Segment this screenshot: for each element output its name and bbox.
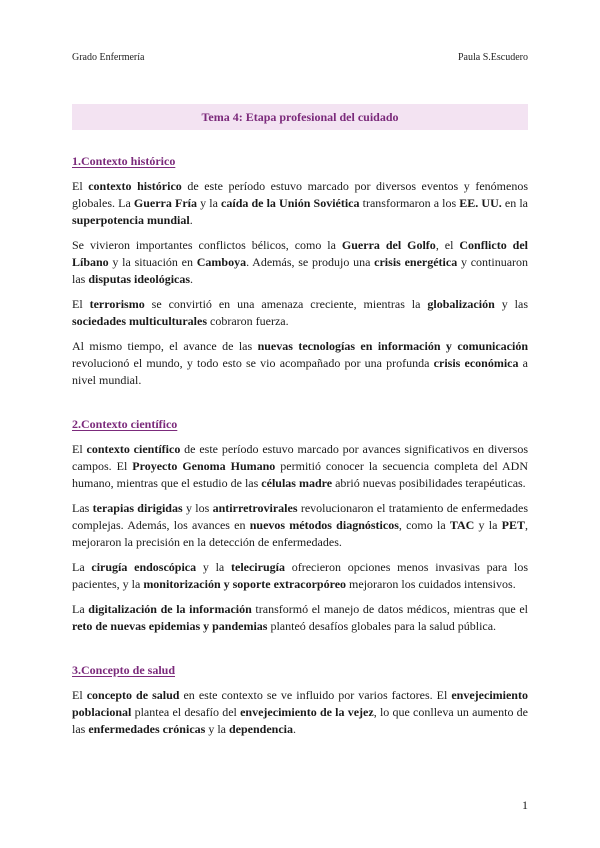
bold-term: terrorismo bbox=[89, 297, 145, 311]
body-paragraph bbox=[72, 601, 528, 635]
text-run: cobraron fuerza. bbox=[207, 314, 289, 328]
text-run: en este contexto se ve influido por varios factores. El bbox=[179, 688, 452, 702]
bold-term: telecirugía bbox=[231, 560, 285, 574]
header-right: Paula S.Escudero bbox=[458, 52, 528, 63]
bold-term: enfermedades crónicas bbox=[88, 722, 206, 736]
body-paragraph bbox=[72, 338, 528, 389]
text-run: La bbox=[72, 560, 92, 574]
bold-term: contexto científico bbox=[86, 442, 181, 456]
text-run: El bbox=[72, 688, 87, 702]
text-run: abrió nuevas posibilidades terapéuticas. bbox=[332, 476, 526, 490]
bold-term: caída de la Unión Soviética bbox=[221, 196, 360, 210]
bold-term: Guerra del Golfo bbox=[341, 238, 436, 252]
bold-term: nuevos métodos diagnósticos bbox=[249, 518, 399, 532]
text-run: mejoraron los cuidados intensivos. bbox=[346, 577, 516, 591]
body-paragraph bbox=[72, 296, 528, 330]
bold-term: cirugía endoscópica bbox=[91, 560, 197, 574]
text-run: a nivel mundial. bbox=[72, 356, 528, 387]
text-run: transformó el manejo de datos médicos, mientras que el bbox=[251, 602, 528, 616]
bold-term: Camboya bbox=[196, 255, 247, 269]
text-run: Se vivieron importantes conflictos bélicos, como la bbox=[72, 238, 342, 252]
text-run: revolucionaron el tratamiento de enfermedades complejas. Además, los avances en bbox=[72, 501, 528, 532]
text-run: La bbox=[72, 602, 89, 616]
bold-term: TAC bbox=[449, 518, 475, 532]
body-paragraph bbox=[72, 178, 528, 229]
text-run: y los bbox=[182, 501, 213, 515]
bold-term: sociedades multiculturales bbox=[72, 314, 207, 328]
body-paragraph bbox=[72, 441, 528, 492]
bold-term: antirretrovirales bbox=[212, 501, 298, 515]
bold-term: globalización bbox=[427, 297, 495, 311]
text-run: . bbox=[190, 272, 194, 286]
bold-term: contexto histórico bbox=[88, 179, 182, 193]
title-banner bbox=[72, 104, 528, 130]
section-heading: 2.Contexto científico bbox=[72, 417, 178, 431]
bold-term: concepto de salud bbox=[86, 688, 180, 702]
header-left: Grado Enfermería bbox=[72, 52, 145, 63]
document-title: Tema 4: Etapa profesional del cuidado bbox=[201, 109, 399, 124]
document-body bbox=[72, 154, 528, 738]
text-run: Al mismo tiempo, el avance de las bbox=[72, 339, 258, 353]
text-run: y la bbox=[197, 196, 222, 210]
bold-term: terapias dirigidas bbox=[92, 501, 183, 515]
text-run: de este período estuvo marcado por diversos eventos y fenómenos globales. La bbox=[72, 179, 528, 210]
text-run: ofrecieron opciones menos invasivas para los pacientes, y la bbox=[72, 560, 528, 591]
text-run: transformaron a los bbox=[359, 196, 460, 210]
bold-term: nuevas tecnologías en información y comunicación bbox=[257, 339, 529, 353]
section-heading: 1.Contexto histórico bbox=[72, 154, 176, 168]
text-run: y continuaron las bbox=[72, 255, 529, 286]
text-run: , el bbox=[435, 238, 460, 252]
bold-term: Conflicto del Líbano bbox=[72, 238, 528, 269]
text-run: de este período estuvo marcado por avances significativos en diversos campos. El bbox=[72, 442, 528, 473]
text-run: El bbox=[72, 442, 87, 456]
text-run: . bbox=[189, 213, 193, 227]
text-run: , como la bbox=[398, 518, 450, 532]
bold-term: monitorización y soporte extracorpóreo bbox=[143, 577, 347, 591]
bold-term: crisis energética bbox=[374, 255, 458, 269]
text-run: en la bbox=[501, 196, 528, 210]
bold-term: crisis económica bbox=[433, 356, 519, 370]
text-run: y la bbox=[474, 518, 502, 532]
text-run: y la bbox=[205, 722, 229, 736]
text-run: y las bbox=[494, 297, 528, 311]
bold-term: reto de nuevas epidemias y pandemias bbox=[72, 619, 268, 633]
body-paragraph bbox=[72, 559, 528, 593]
bold-term: digitalización de la información bbox=[88, 602, 252, 616]
text-run: revolucionó el mundo, y todo esto se vio acompañado por una profunda bbox=[72, 356, 434, 370]
bold-term: células madre bbox=[261, 476, 333, 490]
bold-term: PET bbox=[501, 518, 525, 532]
bold-term: dependencia bbox=[229, 722, 294, 736]
text-run: , lo que conlleva un aumento de las bbox=[72, 705, 529, 736]
bold-term: envejecimiento de la vejez bbox=[240, 705, 374, 719]
bold-term: Guerra Fría bbox=[133, 196, 197, 210]
bold-term: EE. UU. bbox=[459, 196, 502, 210]
text-run: . bbox=[293, 722, 297, 736]
text-run: y la situación en bbox=[108, 255, 197, 269]
text-run: planteó desafíos globales para la salud pública. bbox=[267, 619, 497, 633]
body-paragraph bbox=[72, 237, 528, 288]
page-number: 1 bbox=[522, 798, 528, 812]
text-run: . Además, se produjo una bbox=[246, 255, 375, 269]
bold-term: envejecimiento poblacional bbox=[72, 688, 528, 719]
text-run: , mejoraron la precisión en la detección de enfermedades. bbox=[72, 518, 528, 549]
body-paragraph bbox=[72, 687, 528, 738]
section-heading: 3.Concepto de salud bbox=[72, 663, 176, 677]
text-run: se convirtió en una amenaza creciente, mientras la bbox=[144, 297, 428, 311]
bold-term: Proyecto Genoma Humano bbox=[132, 459, 276, 473]
text-run: Las bbox=[72, 501, 93, 515]
bold-term: disputas ideológicas bbox=[88, 272, 191, 286]
text-run: El bbox=[72, 179, 89, 193]
text-run: plantea el desafío del bbox=[131, 705, 241, 719]
bold-term: superpotencia mundial bbox=[72, 213, 190, 227]
text-run: El bbox=[72, 297, 90, 311]
text-run: y la bbox=[196, 560, 231, 574]
text-run: permitió conocer la secuencia completa del ADN humano, mientras que el estudio de las bbox=[72, 459, 528, 490]
body-paragraph bbox=[72, 500, 528, 551]
